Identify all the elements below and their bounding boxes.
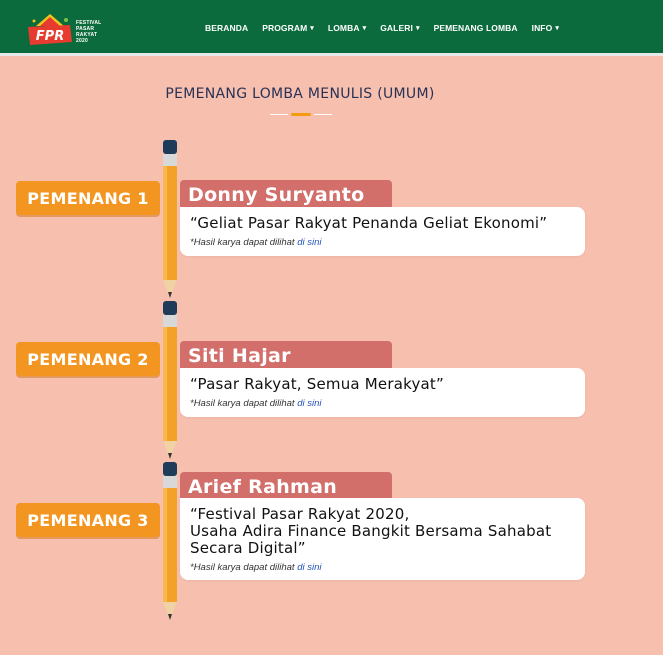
- site-logo[interactable]: [24, 6, 106, 50]
- nav-info[interactable]: INFO ▾: [531, 23, 559, 33]
- work-card: [180, 498, 585, 580]
- nav-galeri[interactable]: GALERI ▾: [380, 23, 420, 33]
- work-note: *Hasil karya dapat dilihat di sini: [190, 237, 322, 248]
- chevron-down-icon: ▾: [310, 24, 314, 32]
- chevron-down-icon: ▾: [555, 24, 559, 32]
- main-nav: [205, 21, 559, 35]
- navbar: [0, 0, 663, 56]
- fpr-logo-icon: [26, 12, 74, 48]
- rank-tag: PEMENANG 1: [16, 181, 160, 215]
- chevron-down-icon: ▾: [415, 24, 420, 32]
- winner-name: Donny Suryanto: [180, 180, 392, 210]
- winner-1: [0, 140, 663, 300]
- rank-tag: PEMENANG 2: [16, 342, 160, 376]
- nav-pemenang-lomba[interactable]: PEMENANG LOMBA: [433, 23, 518, 33]
- nav-lomba[interactable]: LOMBA ▾: [327, 23, 367, 33]
- work-card: [180, 207, 585, 256]
- work-note: *Hasil karya dapat dilihat di sini: [190, 398, 322, 409]
- work-title: “Pasar Rakyat, Semua Merakyat”: [190, 375, 444, 393]
- page-title: PEMENANG LOMBA MENULIS (UMUM): [165, 86, 435, 102]
- winner-2: [0, 301, 663, 461]
- logo-subtext: FESTIVAL PASAR RAKYAT 2020: [76, 20, 102, 44]
- nav-program[interactable]: PROGRAM ▾: [262, 23, 314, 33]
- svg-text:FPR: FPR: [35, 29, 65, 44]
- work-title: “Festival Pasar Rakyat 2020, Usaha Adira Finance Bangkit Bersama Sahabat Secara Digital”: [190, 505, 552, 557]
- work-title: “Geliat Pasar Rakyat Penanda Geliat Ekonomi”: [190, 214, 548, 232]
- pencil-icon: [160, 462, 180, 622]
- nav-beranda[interactable]: BERANDA: [205, 23, 249, 33]
- view-work-link[interactable]: di sini: [297, 237, 322, 248]
- view-work-link[interactable]: di sini: [297, 398, 322, 409]
- winner-name: Arief Rahman: [180, 472, 392, 502]
- chevron-down-icon: ▾: [362, 24, 367, 32]
- winner-name: Siti Hajar: [180, 341, 392, 371]
- winner-3: [0, 462, 663, 622]
- work-note: *Hasil karya dapat dilihat di sini: [190, 562, 322, 573]
- title-divider: [270, 113, 332, 117]
- pencil-icon: [160, 140, 180, 300]
- view-work-link[interactable]: di sini: [297, 562, 322, 573]
- rank-tag: PEMENANG 3: [16, 503, 160, 537]
- pencil-icon: [160, 301, 180, 461]
- work-card: [180, 368, 585, 417]
